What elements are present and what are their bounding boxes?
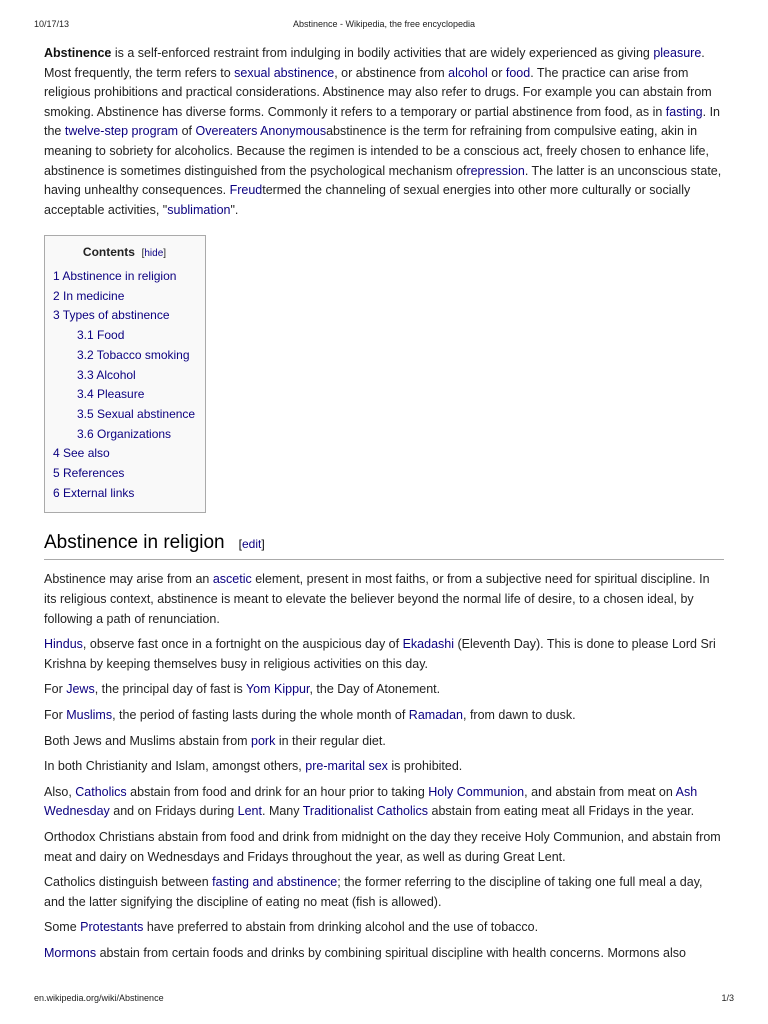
print-footer: [34, 993, 734, 1007]
paragraph-orthodox: Orthodox Christians abstain from food and drink from midnight on the day they receive Holy Communion, and abstain from meat and dairy on Wednesdays and Fridays throughout the year, as well as during Great Lent.: [44, 830, 721, 864]
link-catholics[interactable]: Catholics: [75, 784, 127, 799]
link-ash-wednesday[interactable]: Ash Wednesday: [44, 784, 698, 819]
print-date: 10/17/13: [34, 19, 70, 29]
toc-item-external-links[interactable]: 6 External links: [53, 485, 135, 500]
link-lent[interactable]: Lent: [237, 804, 262, 819]
link-pleasure[interactable]: pleasure: [653, 46, 702, 60]
toc-item-in-medicine[interactable]: 2 In medicine: [53, 288, 125, 303]
link-ekadashi[interactable]: Ekadashi: [402, 637, 455, 652]
toc-item-organizations[interactable]: 3.6 Organizations: [77, 426, 172, 441]
toc-item-see-also[interactable]: 4 See also: [53, 446, 110, 461]
link-sexual-abstinence[interactable]: sexual abstinence: [234, 65, 335, 80]
paragraph-muslims: For Muslims, the period of fasting lasts during the whole month of Ramadan, from dawn to dusk.: [44, 708, 576, 723]
link-fasting[interactable]: fasting: [665, 104, 703, 119]
section-title: Abstinence in religion: [44, 532, 225, 554]
link-muslims[interactable]: Muslims: [66, 708, 113, 723]
paragraph-hindus: Hindus, observe fast once in a fortnight on the auspicious day of Ekadashi (Eleventh Day). This is done to please Lord Sri Krishna by keeping themselves busy in religious activities on this day.: [44, 637, 716, 671]
section-edit-link[interactable]: edit: [241, 537, 262, 552]
article-term: Abstinence: [44, 46, 112, 60]
toc-item-abstinence-in-religion[interactable]: 1 Abstinence in religion: [53, 269, 177, 284]
paragraph-jews: For Jews, the principal day of fast is Yom Kippur, the Day of Atonement.: [44, 682, 441, 697]
print-header: [34, 19, 734, 33]
link-jews[interactable]: Jews: [66, 682, 95, 697]
link-sublimation[interactable]: sublimation: [167, 202, 231, 217]
paragraph-catholics: Also, Catholics abstain from food and drink for an hour prior to taking Holy Communion, and abstain from meat on Ash Wednesday and on Fridays during Lent. Many Traditionalist Catholics abstain from eating meat all Fridays in the year.: [44, 784, 698, 819]
toc-header: [53, 243, 196, 264]
paragraph-mormons: Mormons abstain from certain foods and drinks by combining spiritual discipline with health concerns. Mormons also: [44, 945, 686, 960]
toc-item-tobacco-smoking[interactable]: 3.2 Tobacco smoking: [77, 347, 190, 362]
paragraph-premarital: In both Christianity and Islam, amongst others, pre-marital sex is prohibited.: [44, 759, 463, 774]
table-of-contents: [44, 235, 206, 513]
article-content: [44, 44, 724, 970]
print-url: en.wikipedia.org/wiki/Abstinence: [34, 993, 164, 1003]
toc-item-food[interactable]: 3.1 Food: [77, 328, 125, 343]
toc-item-references[interactable]: 5 References: [53, 466, 125, 481]
toc-hide-toggle[interactable]: [hide]: [141, 248, 167, 260]
link-fasting-and-abstinence[interactable]: fasting and abstinence: [212, 875, 338, 890]
link-twelve-step-program[interactable]: twelve-step program: [64, 124, 179, 139]
toc-title: Contents: [82, 245, 135, 260]
link-pre-marital-sex[interactable]: pre-marital sex: [305, 759, 388, 774]
paragraph-fasting-abstinence: Catholics distinguish between fasting and abstinence; the former referring to the discipline of taking one full meal a day, and the latter signifying the discipline of eating no meat (fish is allowed).: [44, 875, 703, 909]
link-pork[interactable]: pork: [251, 733, 276, 748]
paragraph-protestants: Some Protestants have preferred to abstain from drinking alcohol and the use of tobacco.: [44, 920, 539, 935]
paragraph-ascetic: Abstinence may arise from an ascetic element, present in most faiths, or from a subjective need for spiritual discipline. In its religious context, abstinence is meant to elevate the believer beyond the normal life of desire, to a chosen ideal, by following a path of renunciation.: [44, 572, 710, 626]
section-edit[interactable]: [edit]: [238, 537, 265, 552]
link-food[interactable]: food: [505, 65, 531, 80]
link-hindus[interactable]: Hindus: [44, 637, 83, 652]
link-holy-communion[interactable]: Holy Communion: [428, 784, 525, 799]
link-ramadan[interactable]: Ramadan: [408, 708, 463, 723]
section-heading: [44, 530, 724, 560]
print-page-number: 1/3: [721, 993, 734, 1003]
intro-paragraph: Abstinence is a self-enforced restraint from indulging in bodily activities that are widely experienced as giving pleasure. Most frequently, the term refers to sexual abstinence, or abstinence from alcohol or food. The practice can arise from religious prohibitions and practical considerations. Abstinence may also refer to drugs. For example you can abstain from smoking. Abstinence has diverse forms. Commonly it refers to a temporary or partial abstinence from food, as in fasting. In the twelve-step program of Overeaters Anonymousabstinence is the term for refraining from compulsive eating, akin in meaning to sobriety for alcoholics. Because the regimen is intended to be a conscious act, freely chosen to enhance life, abstinence is sometimes distinguished from the psychological mechanism ofrepression. The latter is an unconscious state, having unhealthy consequences. Freudtermed the channeling of sexual energies into other more culturally or socially acceptable activities, "sublimation".: [44, 46, 722, 217]
print-title: Abstinence - Wikipedia, the free encyclopedia: [292, 19, 476, 29]
toc-hide-link[interactable]: hide: [144, 248, 164, 260]
toc-item-types-of-abstinence[interactable]: 3 Types of abstinence: [53, 308, 170, 323]
link-freud[interactable]: Freud: [229, 183, 263, 198]
link-ascetic[interactable]: ascetic: [212, 572, 252, 587]
link-yom-kippur[interactable]: Yom Kippur: [245, 682, 310, 697]
toc-item-sexual-abstinence[interactable]: 3.5 Sexual abstinence: [77, 406, 196, 421]
link-overeaters-anonymous[interactable]: Overeaters Anonymous: [195, 124, 327, 139]
link-repression[interactable]: repression: [466, 163, 525, 178]
toc-item-pleasure[interactable]: 3.4 Pleasure: [77, 387, 145, 402]
link-protestants[interactable]: Protestants: [80, 920, 144, 935]
link-mormons[interactable]: Mormons: [44, 945, 97, 960]
paragraph-pork: Both Jews and Muslims abstain from pork in their regular diet.: [44, 733, 386, 748]
toc-item-alcohol[interactable]: 3.3 Alcohol: [77, 367, 136, 382]
link-traditionalist-catholics[interactable]: Traditionalist Catholics: [302, 804, 429, 819]
link-alcohol[interactable]: alcohol: [448, 65, 488, 80]
